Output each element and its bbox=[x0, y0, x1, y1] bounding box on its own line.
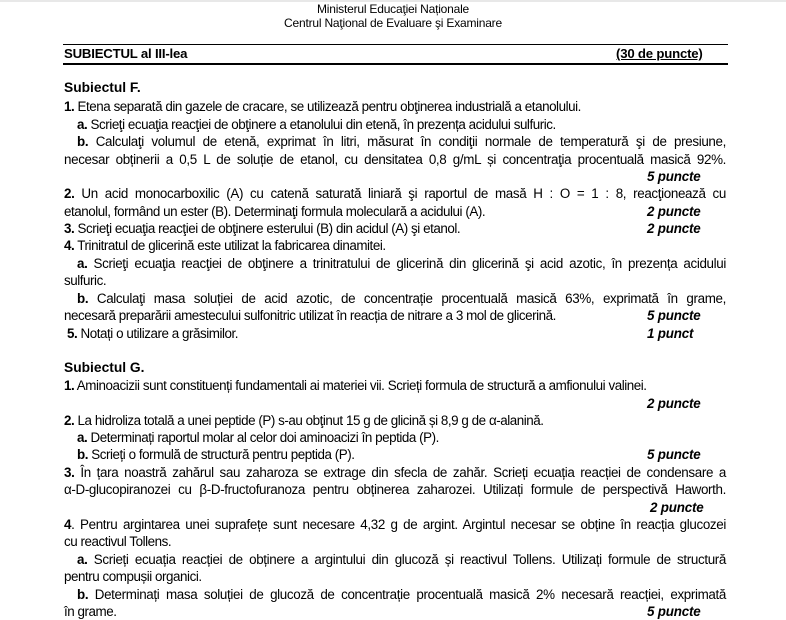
question-number: 2. bbox=[64, 186, 75, 201]
question-f1a bbox=[77, 117, 726, 133]
question-text: Etena separată din gazele de cracare, se utilizează pentru obţinerea industrială a etanolului. bbox=[74, 99, 581, 114]
question-text: Trinitratul de glicerină este utilizat la fabricarea dinamitei. bbox=[74, 238, 386, 253]
question-g4a-line1 bbox=[77, 552, 726, 568]
points-f4: 5 puncte bbox=[647, 308, 701, 323]
question-text: În țara noastră zahărul sau zaharoza se extrage din sfecla de zahăr. Scrieți ecuația reacției de condensare a bbox=[74, 465, 726, 480]
question-g2 bbox=[64, 413, 726, 429]
item-label: a. bbox=[77, 552, 88, 567]
question-number: 4 bbox=[64, 517, 72, 532]
question-text: Aminoacizii sunt constituenți fundamentali ai materiei vii. Scrieți formula de structură a amfionului valinei. bbox=[74, 378, 647, 393]
subject-rule-bottom bbox=[63, 63, 728, 65]
item-label: a. bbox=[77, 117, 88, 132]
section-f-title: Subiectul F. bbox=[64, 80, 141, 95]
question-number: 3. bbox=[64, 465, 75, 480]
question-g4b-line1 bbox=[77, 587, 726, 603]
question-g4-line2: cu reactivul Tollens. bbox=[64, 534, 172, 549]
points-g1: 2 puncte bbox=[647, 396, 701, 411]
question-f1b-line2: necesar obținerii a 0,5 L de soluție de etanol, cu densitatea 0,8 g/mL și concentraţia procentuală masică 92%. bbox=[64, 152, 726, 167]
question-text: . Pentru argintarea unei suprafețe sunt necesare 4,32 g de argint. Argintul necesar se obține în reacția glucozei bbox=[71, 517, 726, 532]
question-f4 bbox=[64, 238, 726, 254]
subject-rule-top bbox=[63, 44, 728, 45]
points-g3: 2 puncte bbox=[650, 500, 704, 515]
question-text: Scrieţi ecuaţia reacţiei de obţinere esterului (B) din acidul (A) şi etanol. bbox=[74, 221, 461, 236]
question-number: 1. bbox=[64, 378, 75, 393]
item-label: b. bbox=[77, 447, 88, 462]
question-number: 3. bbox=[64, 221, 75, 236]
item-label: a. bbox=[77, 256, 88, 271]
section-g-title: Subiectul G. bbox=[64, 360, 145, 375]
question-f2-line2: etanolul, formând un ester (B). Determinaţi formula moleculară a acidului (A). bbox=[64, 204, 486, 219]
points-f2: 2 puncte bbox=[647, 204, 701, 219]
header-ministry: Ministerul Educaţiei Naționale bbox=[316, 2, 470, 16]
item-text: Scrieţi ecuaţia reacţiei de obţinere a etanolului din etenă, în prezența acidului sulfuric. bbox=[87, 117, 556, 132]
question-f5 bbox=[67, 326, 729, 342]
question-f1 bbox=[64, 99, 726, 115]
item-text: Calculaţi masa soluției de acid azotic, de concentrație procentuală masică 63%, exprimată în grame, bbox=[88, 291, 726, 306]
subject-points: (30 de puncte) bbox=[616, 46, 703, 61]
question-g3-line2: α-D-glucopiranozei cu β-D-fructofuranoza pentru obținerea zaharozei. Utilizați formule de perspectivă Haworth. bbox=[64, 482, 726, 497]
points-f5: 1 punct bbox=[647, 326, 694, 341]
points-g2: 5 puncte bbox=[647, 447, 701, 462]
item-text: Scrieți o formulă de structură pentru peptida (P). bbox=[88, 447, 355, 462]
question-g2b bbox=[77, 447, 726, 463]
question-g4a-line2: pentru compușii organici. bbox=[64, 569, 202, 584]
question-f2-line1 bbox=[64, 186, 726, 202]
item-label: b. bbox=[77, 291, 89, 306]
question-g3-line1 bbox=[64, 465, 726, 481]
item-text: Determinați raportul molar al celor doi aminoacizi în peptida (P). bbox=[87, 430, 439, 445]
subject-title: SUBIECTUL al III-lea bbox=[64, 46, 188, 61]
question-number: 5. bbox=[67, 326, 78, 341]
question-g4-line1 bbox=[64, 517, 726, 533]
item-label: a. bbox=[77, 430, 88, 445]
question-f1b-line1 bbox=[77, 134, 726, 150]
item-text: Determinați masa soluției de glucoză de concentrație procentuală masică 2% necesară reacției, exprimată bbox=[88, 587, 726, 602]
item-text: Scrieţi ecuaţia reacţiei de obţinere a trinitratului de glicerină din glicerină şi acid azotic, în prezența acidului bbox=[87, 256, 726, 271]
question-g1 bbox=[64, 378, 726, 394]
question-number: 4. bbox=[64, 238, 75, 253]
points-f3: 2 puncte bbox=[647, 221, 701, 236]
question-g4b-line2: în grame. bbox=[64, 604, 117, 619]
question-f4b-line1 bbox=[77, 291, 726, 307]
question-number: 2. bbox=[64, 413, 75, 428]
points-g4: 5 puncte bbox=[647, 604, 701, 619]
question-text: Notați o utilizare a grăsimilor. bbox=[77, 326, 239, 341]
question-f3 bbox=[64, 221, 726, 237]
question-g2a bbox=[77, 430, 726, 446]
question-f4a-line2: sulfuric. bbox=[64, 273, 107, 288]
header-center: Centrul Naţional de Evaluare şi Examinare bbox=[284, 16, 502, 30]
item-text: Calculaţi volumul de etenă, exprimat în litri, măsurat în condiţii normale de temperatură şi de presiune, bbox=[88, 134, 726, 149]
item-label: b. bbox=[77, 134, 89, 149]
item-text: Scrieți ecuația reacției de obținere a argintului din glucoză și reactivul Tollens. Utilizați formule de structură bbox=[87, 552, 726, 567]
question-f4a-line1 bbox=[77, 256, 726, 272]
question-text: Un acid monocarboxilic (A) cu catenă saturată liniară şi raportul de masă H : O = 1 : 8, reacţionează cu bbox=[74, 186, 726, 201]
question-text: La hidroliza totală a unei peptide (P) s-au obţinut 15 g de glicină și 8,9 g de α-alanină. bbox=[74, 413, 544, 428]
item-label: b. bbox=[77, 587, 89, 602]
question-f4b-line2: necesară preparării amestecului sulfonitric utilizat în reacția de nitrare a 3 mol de glicerină. bbox=[64, 308, 556, 323]
question-number: 1. bbox=[64, 99, 75, 114]
points-f1: 5 puncte bbox=[647, 169, 701, 184]
